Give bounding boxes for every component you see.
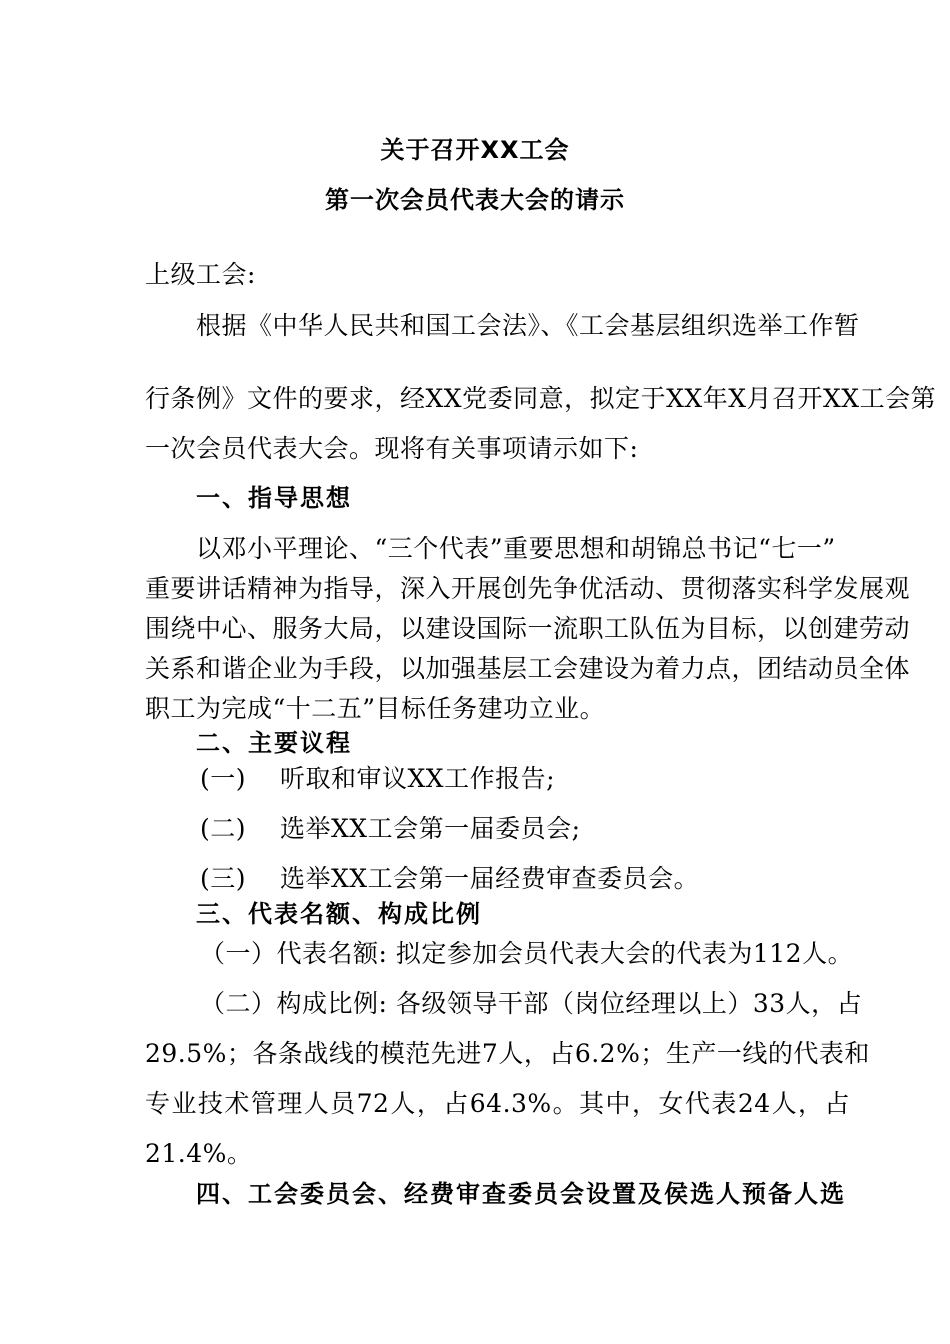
agenda-item [200, 813, 581, 845]
salutation: 上级工会: [145, 260, 256, 289]
section1-line: 重要讲话精神为指导，深入开展创先争优活动、贯彻落实科学发展观 [145, 574, 911, 603]
agenda-item-text: 听取和审议XX工作报告; [280, 764, 556, 793]
intro-line: 一次会员代表大会。现将有关事项请示如下: [145, 434, 639, 463]
agenda-item-text: 选举XX工会第一届委员会; [280, 814, 581, 843]
agenda-item-number: (一) [200, 764, 247, 793]
section-heading-guiding-thought: 一、指导思想 [196, 484, 352, 512]
section1-line: 围绕中心、服务大局，以建设国际一流职工队伍为目标，以创建劳动 [145, 614, 911, 643]
section-heading-committee-setup: 四、工会委员会、经费审查委员会设置及侯选人预备人选 [196, 1180, 846, 1208]
section3-line: 29.5%；各条战线的模范先进7人，占6.2%；生产一线的代表和 [145, 1039, 870, 1068]
section3-line: 专业技术管理人员72人，占64.3%。其中，女代表24人，占 [145, 1089, 850, 1118]
section3-line: （一）代表名额: 拟定参加会员代表大会的代表为112人。 [200, 939, 854, 968]
section1-line: 以邓小平理论、“三个代表”重要思想和胡锦总书记“七一” [196, 534, 836, 563]
section3-line: 21.4%。 [145, 1139, 253, 1168]
agenda-item-number: (三) [200, 864, 247, 893]
document-title-line-2: 第一次会员代表大会的请示 [325, 186, 625, 214]
agenda-item-number: (二) [200, 814, 247, 843]
section-heading-delegate-quota: 三、代表名额、构成比例 [196, 900, 482, 928]
agenda-item [200, 763, 555, 795]
intro-line: 行条例》文件的要求，经XX党委同意，拟定于XX年X月召开XX工会第 [145, 384, 937, 413]
section-heading-main-agenda: 二、主要议程 [196, 729, 352, 757]
agenda-item-text: 选举XX工会第一届经费审查委员会。 [280, 864, 700, 893]
intro-line: 根据《中华人民共和国工会法》、《工会基层组织选举工作暂 [196, 311, 860, 340]
section3-line: （二）构成比例: 各级领导干部（岗位经理以上）33人，占 [200, 989, 863, 1018]
agenda-item [200, 863, 699, 895]
section1-line: 关系和谐企业为手段，以加强基层工会建设为着力点，团结动员全体 [145, 654, 911, 683]
section1-line: 职工为完成“十二五”目标任务建功立业。 [145, 694, 606, 723]
document-title-line-1: 关于召开XX工会 [380, 136, 570, 164]
